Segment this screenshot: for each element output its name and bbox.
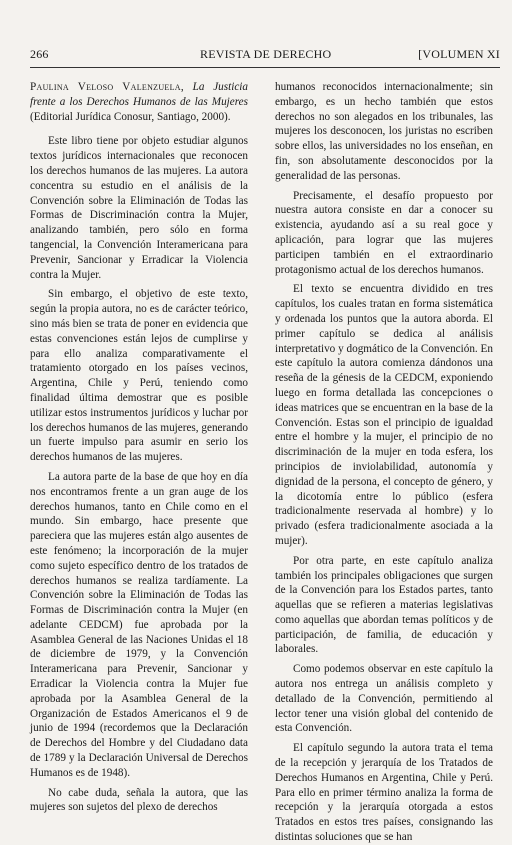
citation-title: La Justicia frente a los Derechos Humanos de las Mujeres [30,81,248,108]
citation-publisher: (Editorial Jurídica Conosur, Santiago, 2000). [30,110,231,123]
paragraph: Sin embargo, el objetivo de este texto, según la propia autora, no es de carácter teórico, sino más bien se trata de poner en evidencia que estas convenciones están lejos de cumplirse y para ello analiza comparativamente el tratamiento otorgado en los países vecinos, Argentina, Chile y Perú, teniendo como finalidad última demostrar que es posible utilizar estos instrumentos jurídicos y luchar por los derechos humanos de las mujeres, generando un fuerte impulso para asumir en serio los derechos humanos de las mujeres. [30,288,248,464]
journal-title: REVISTA DE DERECHO [200,47,332,61]
paragraph: Por otra parte, en este capítulo analiza también los principales obligaciones que surgen de la Convención para los Estados partes, tanto aquellas que se refieren a materias legislativas como aquellas que abordan temas políticos y de participación, de familia, de educación y laborales. [275,554,493,656]
right-column [275,80,493,845]
paragraph: Precisamente, el desafío propuesto por nuestra autora consiste en dar a conocer su existencia, ayudando así a su real goce y aplicación, para lograr que las mujeres participen también en el extraordinario protagonismo actual de los derechos humanos. [275,189,493,276]
page-number: 266 [30,47,49,61]
volume-label: [VOLUMEN XI [418,47,500,61]
paragraph: El texto se encuentra dividido en tres capítulos, los cuales tratan en forma sistemática y ordenada los puntos que la autora aborda. El primer capítulo se dedica al análisis interpretativo y dogmático de la Convención. En este capítulo la autora comienza dándonos una reseña de la génesis de la CEDCM, exponiendo luego en forma detallada las concepciones o ideas matrices que se encuentran en la base de la Convención. Estas son el principio de igualdad entre el hombre y la mujer, el principio de no discriminación de la mujer en toda esfera, los principios de inviolabilidad, autonomía y dignidad de la persona, el concepto de género, y la dicotomía entre lo público (esfera tradicionalmente reservada al hombre) y lo privado (esfera tradicionalmente asociada a la mujer). [275,283,493,547]
page-header [30,47,500,63]
paragraph: No cabe duda, señala la autora, que las mujeres son sujetos del plexo de derechos [30,786,248,814]
paragraph: Como podemos observar en este capítulo la autora nos entrega un análisis completo y detallado de la Convención, permitiendo al lector tener una visión global del contenido de esta Convención. [275,663,493,735]
header-rule [30,67,500,68]
book-citation [30,80,248,124]
paragraph: El capítulo segundo la autora trata el tema de la recepción y jerarquía de los Tratados de Derechos Humanos en Argentina, Chile y Perú. Para ello en primer término analiza la forma de recepción y la jerarquía otorgada a estos Tratados en estos tres países, consignando las distintas soluciones que se han [275,742,493,844]
citation-author: Paulina Veloso Valenzuela, [30,81,184,93]
paragraph: humanos reconocidos internacionalmente; sin embargo, es un hecho también que estos derechos no son alegados en los tribunales, las mujeres los desconocen, los juristas no escriben sobre ellos, las universidades no los enseñan, en fin, son absolutamente desconocidos por la generalidad de las personas. [275,81,493,182]
paragraph: Este libro tiene por objeto estudiar algunos textos jurídicos internacionales que reconocen los derechos humanos de las mujeres. La autora concentra su estudio en el análisis de la Convención sobre la Eliminación de Todas las Formas de Discriminación contra la Mujer, analizando también, pero sólo en forma tangencial, la Convención Interamericana para Prevenir, Sancionar y Erradicar la Violencia contra la Mujer. [30,135,248,281]
paragraph: La autora parte de la base de que hoy en día nos encontramos frente a un gran auge de los derechos humanos, tanto en Chile como en el mundo. Sin embargo, hace presente que pareciera que las mujeres están algo ausentes de este fenómeno; la incorporación de la mujer como sujeto específico dentro de los tratados de derechos humanos se realiza tardíamente. La Convención sobre la Eliminación de Todas las Formas de Discriminación contra la Mujer (en adelante CEDCM) fue aprobada por la Asamblea General de las Naciones Unidas el 18 de diciembre de 1979, y la Convención Interamericana para Prevenir, Sancionar y Erradicar la Violencia contra la Mujer fue aprobada por la Asamblea General de la Organización de Estados Americanos el 9 de junio de 1994 (recordemos que la Declaración de Derechos del Hombre y del Ciudadano data de 1789 y la Declaración Universal de Derechos Humanos es de 1948). [30,470,248,779]
left-column [30,80,248,815]
